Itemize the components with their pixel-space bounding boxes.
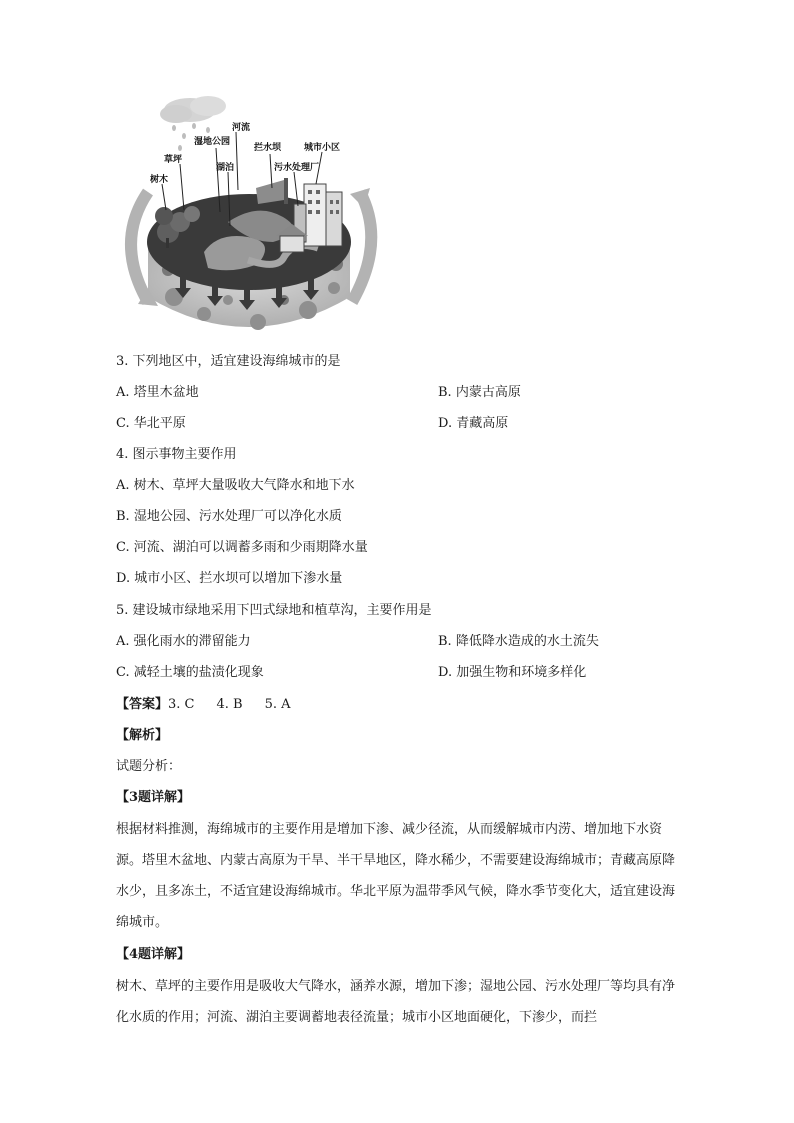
q4-detail-text: 树木、草坪的主要作用是吸收大气降水，涵养水源，增加下渗；湿地公园、污水处理厂等均具有净化水质的作用；河流、湖泊主要调蓄地表径流量；城市小区地面硬化，下渗少，而拦	[116, 979, 676, 1025]
q5-option-b: B. 降低降水造成的水土流失	[438, 634, 599, 649]
label-wetland: 湿地公园	[194, 137, 231, 147]
answer-q3: 3. C	[168, 697, 195, 712]
q4-detail-title: 【4题详解】	[116, 947, 191, 962]
q3-option-b: B. 内蒙古高原	[438, 385, 521, 400]
label-dam: 拦水坝	[254, 143, 282, 153]
q3-option-d: D. 青藏高原	[438, 416, 509, 431]
analysis-intro: 试题分析：	[116, 759, 182, 774]
q4-option-c: C. 河流、湖泊可以调蓄多雨和少雨期降水量	[116, 540, 368, 555]
right-cycle-arrow-icon	[352, 192, 371, 302]
label-sewage: 污水处理厂	[274, 163, 320, 173]
q5-option-d: D. 加强生物和环境多样化	[438, 665, 587, 680]
q4-option-b: B. 湿地公园、污水处理厂可以净化水质	[116, 509, 342, 524]
answer-q4: 4. B	[216, 697, 243, 712]
answer-line	[116, 697, 313, 713]
q5-stem: 5. 建设城市绿地采用下凹式绿地和植草沟，主要作用是	[116, 603, 432, 618]
sponge-city-figure	[108, 92, 388, 344]
label-lawn: 草坪	[164, 155, 183, 165]
left-cycle-arrow-icon	[131, 192, 148, 302]
cloud-icon	[160, 96, 226, 123]
q3-detail-title: 【3题详解】	[116, 790, 191, 805]
q3-detail-text: 根据材料推测，海绵城市的主要作用是增加下渗、减少径流，从而缓解城市内涝、增加地下水资源。塔里木盆地、内蒙古高原为干旱、半干旱地区，降水稀少，不需要建设海绵城市；青藏高原降水少，且多冻土，不适宜建设海绵城市。华北平原为温带季风气候，降水季节变化大，适宜建设海绵城市。	[116, 822, 676, 930]
label-lake: 湖泊	[216, 163, 235, 173]
q4-option-d: D. 城市小区、拦水坝可以增加下渗水量	[116, 571, 343, 586]
label-river: 河流	[232, 123, 251, 133]
answer-label: 【答案】	[116, 697, 169, 712]
label-community: 城市小区	[304, 143, 341, 153]
analysis-label: 【解析】	[116, 728, 169, 743]
q3-option-c: C. 华北平原	[116, 416, 186, 431]
sponge-city-illustration	[108, 92, 388, 344]
q3-stem: 3. 下列地区中，适宜建设海绵城市的是	[116, 354, 341, 369]
label-tree: 树木	[150, 175, 169, 185]
q4-option-a: A. 树木、草坪大量吸收大气降水和地下水	[116, 478, 355, 493]
q5-option-a: A. 强化雨水的滞留能力	[116, 634, 251, 649]
q5-option-c: C. 减轻土壤的盐渍化现象	[116, 665, 264, 680]
answer-q5: 5. A	[264, 697, 291, 712]
q3-option-a: A. 塔里木盆地	[116, 385, 199, 400]
q4-stem: 4. 图示事物主要作用	[116, 447, 237, 462]
